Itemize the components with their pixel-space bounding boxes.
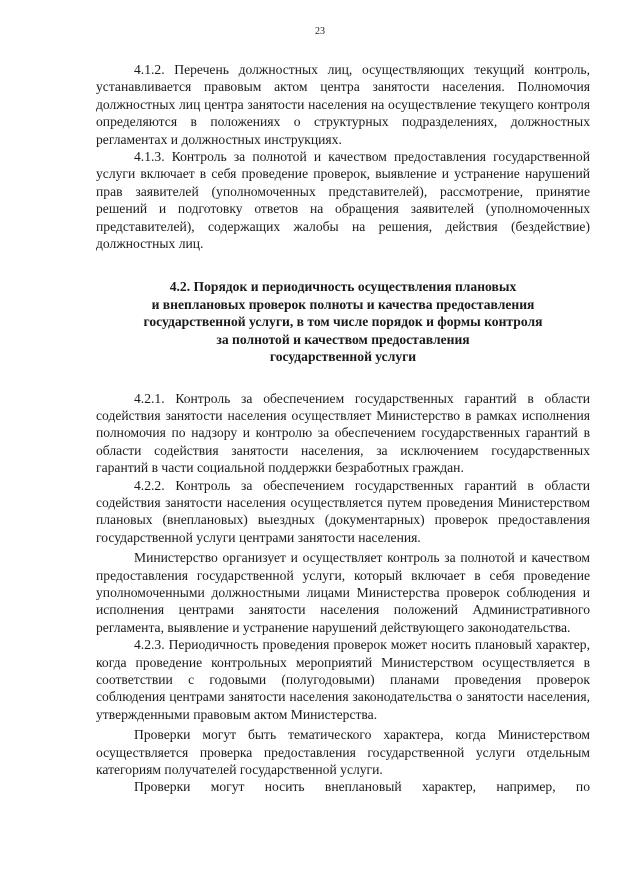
paragraph-4-2-1: 4.2.1. Контроль за обеспечением государственных гарантий в области содействия занятости населения осуществляет Министерство в рамках исполнения полномочия по надзору и контролю за обеспечением государственных гарантий в области содействия занятости населения, за исключением государственных гарантий в части социальной поддержки безработных граждан. [96, 390, 590, 476]
page-number: 23 [315, 26, 325, 37]
paragraph-4-2-2: 4.2.2. Контроль за обеспечением государственных гарантий в области содействия занятости населения осуществляется путем проведения Министерством плановых (внеплановых) выездных (документарных) проверок предоставления государственной услуги центрами занятости населения. [96, 477, 590, 545]
paragraph-unscheduled-checks: Проверки могут носить внеплановый характер, например, по [134, 779, 590, 795]
paragraph-4-1-3: 4.1.3. Контроль за полнотой и качеством предоставления государственной услуги включает в себя проведение проверок, выявление и устранение нарушений прав заявителей (уполномоченных представителей), рассмотрение, принятие решений и подготовку ответов на обращения заявителей (уполномоченных представителей), содержащих жалобы на решения, действия (бездействие) должностных лиц. [96, 149, 590, 252]
heading-line: и внеплановых проверок полноты и качества предоставления [151, 296, 535, 312]
section-heading-4-2 [96, 278, 590, 365]
document-body [96, 61, 590, 796]
heading-line: за полнотой и качеством предоставления [216, 331, 470, 347]
heading-line: государственной услуги [269, 349, 417, 365]
heading-line: 4.2. Порядок и периодичность осуществления плановых [169, 279, 517, 295]
paragraph-thematic-checks: Проверки могут быть тематического характера, когда Министерством осуществляется проверка предоставления государственной услуги отдельным категориям получателей государственной услуги. [96, 727, 590, 778]
paragraph-4-1-2: 4.1.2. Перечень должностных лиц, осуществляющих текущий контроль, устанавливается правовым актом центра занятости населения. Полномочия должностных лиц центра занятости населения на осуществление текущего контроля определяются в положениях о структурных подразделениях, должностных регламентах и должностных инструкциях. [96, 62, 590, 147]
paragraph-4-2-3: 4.2.3. Периодичность проведения проверок может носить плановый характер, когда проведение контрольных мероприятий Министерством осуществляется в соответствии с годовыми (полугодовыми) планами проведения проверок соблюдения центрами занятости населения законодательства о занятости населения, утвержденными правовым актом Министерства. [96, 637, 590, 722]
heading-line: государственной услуги, в том числе порядок и формы контроля [143, 314, 543, 330]
paragraph-ministry-control: Министерство организует и осуществляет контроль за полнотой и качеством предоставления государственной услуги, который включает в себя проведение уполномоченными должностными лицами Министерства проверок соблюдения и исполнения центрами занятости населения положений Административного регламента, выявление и устранение нарушений действующего законодательства. [96, 550, 590, 635]
